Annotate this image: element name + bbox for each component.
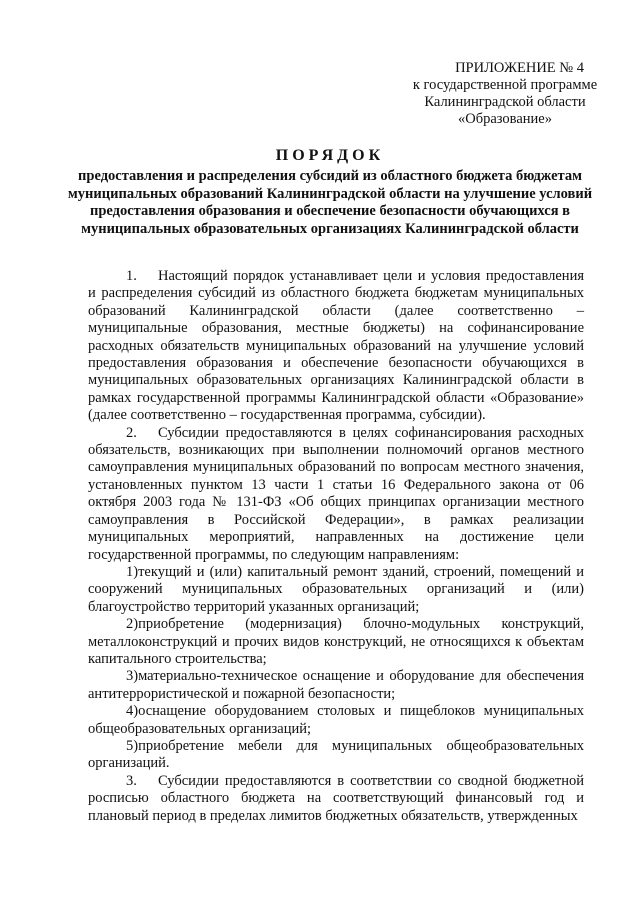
list-item-text: материально-техническое оснащение и оборудование для обеспечения антитеррористической и пожарной безопасности; — [88, 668, 584, 702]
list-item-number: 2) — [126, 616, 139, 633]
list-item-text: текущий и (или) капитальный ремонт зданий, строений, помещений и сооружений муниципальных образовательных организаций и (или) благоустройство территорий указанных организаций; — [88, 563, 584, 615]
list-item-number: 5) — [126, 737, 139, 754]
paragraph-number: 1. — [126, 268, 137, 284]
list-item-number: 3) — [126, 668, 139, 685]
paragraph-number: 3. — [126, 772, 137, 789]
list-item-number: 4) — [126, 703, 139, 720]
appendix-line: Калининградской области — [424, 94, 586, 110]
appendix-line: «Образование» — [458, 111, 552, 127]
paragraph-number: 2. — [126, 424, 137, 441]
list-item-text: приобретение мебели для муниципальных общеобразовательных организаций. — [88, 737, 584, 772]
paragraph-text: Настоящий порядок устанавливает цели и условия предоставления и распределения субсидий из областного бюджета бюджетам муниципальных образований Калининградской области (далее соответственно – муниципальные образования, местные бюджеты) на софинансирование расходных обязательств муниципальных образований на улучшение условий предоставления образования и обеспечение безопасности обучающихся в муниципальных образовательных организациях Калининградской области в рамках государственной программы Калининградской области «Образование» (далее соответственно – государственная программа, субсидии). — [88, 268, 584, 424]
paragraph-text: Субсидии предоставляются в соответствии со сводной бюджетной росписью областного бюджета на соответствующий финансовый год и плановый период в пределах лимитов бюджетных обязательств, утвержденных — [88, 772, 584, 824]
list-item — [88, 564, 584, 616]
list-item — [88, 616, 584, 668]
paragraph-3 — [88, 773, 584, 825]
appendix-line: к государственной программе — [412, 77, 598, 93]
document-title: ПОРЯДОК — [275, 147, 385, 164]
document-body — [88, 268, 584, 825]
list-item — [88, 703, 584, 738]
appendix-block — [380, 60, 630, 128]
paragraph-1 — [88, 268, 584, 425]
document-heading — [60, 146, 600, 238]
list-item — [88, 668, 584, 703]
document-subtitle: предоставления и распределения субсидий из областного бюджета бюджетам муниципальных образований Калининградской области на улучшение условий предоставления образования и обеспечение безопасности обучающихся в муниципальных образовательных организациях Калининградской области — [67, 168, 593, 237]
list-item — [88, 738, 584, 773]
paragraph-text: Субсидии предоставляются в целях софинансирования расходных обязательств, возникающих при выполнении полномочий органов местного самоуправления муниципальных образований по вопросам местного значения, установленных пунктом 13 части 1 статьи 16 Федерального закона от 06 октября 2003 года № 131-ФЗ «Об общих принципах организации местного самоуправления в Российской Федерации», в рамках реализации муниципальных мероприятий, направленных на достижение цели государственной программы, по следующим направлениям: — [88, 424, 584, 563]
list-item-text: приобретение (модернизация) блочно-модульных конструкций, металлоконструкций и прочих видов конструкций, не относящихся к объектам капитального строительства; — [88, 616, 584, 667]
list-item-number: 1) — [126, 563, 139, 580]
appendix-title: ПРИЛОЖЕНИЕ № 4 — [455, 60, 584, 76]
paragraph-2 — [88, 425, 584, 564]
list-item-text: оснащение оборудованием столовых и пищеблоков муниципальных общеобразовательных организаций; — [88, 703, 584, 737]
